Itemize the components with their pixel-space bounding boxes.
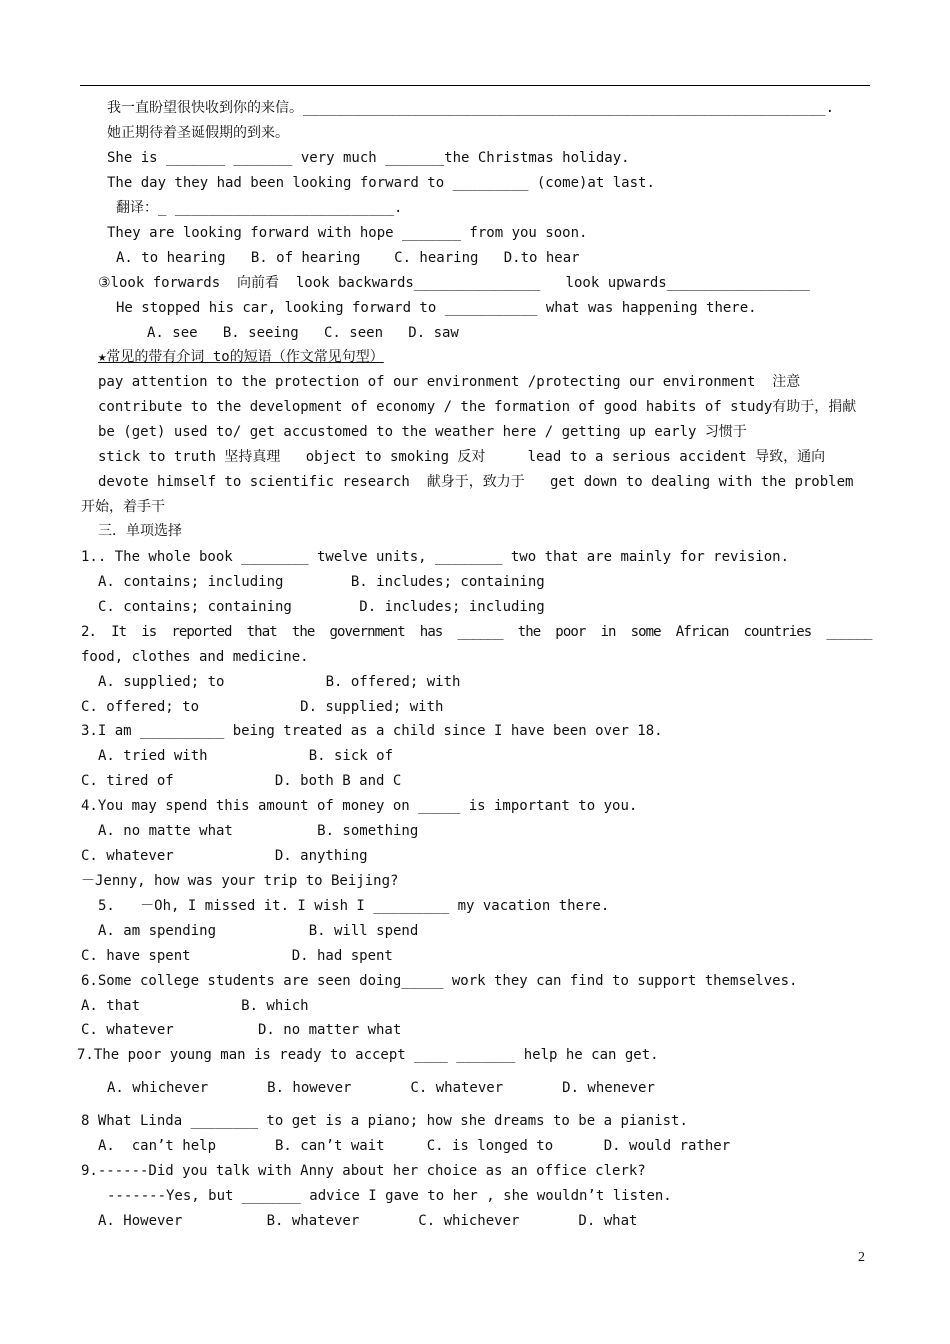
question-option: A. However B. whatever C. whichever D. what <box>98 1213 638 1229</box>
question-stem: 3.I am __________ being treated as a child since I have been over 18. <box>81 723 663 739</box>
question-stem: food, clothes and medicine. <box>81 649 309 665</box>
text-line: 翻译：_ __________________________. <box>116 200 403 216</box>
question-option: A. tried with B. sick of <box>98 748 394 764</box>
text-line: They are looking forward with hope _______ from you soon. <box>107 225 588 241</box>
page-number: 2 <box>858 1250 865 1265</box>
question-option: A. supplied; to B. offered; with <box>98 674 461 690</box>
text-line: devote himself to scientific research 献身于，致力于 get down to dealing with the problem <box>98 474 854 490</box>
text-line: 开始，着手干 <box>81 499 165 515</box>
text-line: He stopped his car, looking forward to ___________ what was happening there. <box>116 300 757 316</box>
question-option: A. can’t help B. can’t wait C. is longed to D. would rather <box>98 1138 731 1154</box>
question-stem: －Jenny, how was your trip to Beijing? <box>81 873 399 889</box>
text-line: She is _______ _______ very much _______the Christmas holiday. <box>107 150 630 166</box>
question-stem: 7.The poor young man is ready to accept ____ _______ help he can get. <box>77 1047 659 1063</box>
text-line: The day they had been looking forward to _________ (come)at last. <box>107 175 655 191</box>
question-option: C. tired of D. both B and C <box>81 773 402 789</box>
section-heading: ★常见的带有介词 to的短语（作文常见句型） <box>98 349 384 365</box>
question-option: C. whatever D. anything <box>81 848 368 864</box>
text-line: 我一直盼望很快收到你的来信。______________________________________________________________. <box>107 100 835 116</box>
question-stem: 5. －Oh, I missed it. I wish I _________ my vacation there. <box>98 898 610 914</box>
text-line: A. to hearing B. of hearing C. hearing D.to hear <box>116 250 580 266</box>
text-line: contribute to the development of economy / the formation of good habits of study有助于，捐献 <box>98 399 857 415</box>
text-line: 她正期待着圣诞假期的到来。 <box>107 125 289 141</box>
section-heading: 三．单项选择 <box>98 523 182 539</box>
question-stem: 8 What Linda ________ to get is a piano; how she dreams to be a pianist. <box>81 1113 688 1129</box>
question-option: C. whatever D. no matter what <box>81 1022 402 1038</box>
text-line: pay attention to the protection of our environment /protecting our environment 注意 <box>98 374 801 390</box>
question-option: A. am spending B. will spend <box>98 923 419 939</box>
question-option: C. contains; containing D. includes; including <box>98 599 545 615</box>
question-option: A. whichever B. however C. whatever D. whenever <box>107 1080 655 1096</box>
question-option: C. have spent D. had spent <box>81 948 393 964</box>
question-stem: 6.Some college students are seen doing_____ work they can find to support themselves. <box>81 973 798 989</box>
question-option: C. offered; to D. supplied; with <box>81 699 444 715</box>
question-stem: 4.You may spend this amount of money on _____ is important to you. <box>81 798 638 814</box>
question-stem: -------Yes, but _______ advice I gave to her , she wouldn’t listen. <box>107 1188 672 1204</box>
text-line: be (get) used to/ get accustomed to the weather here / getting up early 习惯于 <box>98 424 747 440</box>
question-option: A. no matte what B. something <box>98 823 419 839</box>
text-line: A. see B. seeing C. seen D. saw <box>147 325 459 341</box>
question-stem: 2. It is reported that the government has ______ the poor in some African countries ______ <box>81 624 872 640</box>
question-stem: 9.------Did you talk with Anny about her choice as an office clerk? <box>81 1163 646 1179</box>
question-stem: 1.. The whole book ________ twelve units, ________ two that are mainly for revision. <box>81 549 790 565</box>
question-option: A. contains; including B. includes; containing <box>98 574 545 590</box>
text-line: stick to truth 坚持真理 object to smoking 反对 lead to a serious accident 导致，通向 <box>98 449 826 465</box>
question-option: A. that B. which <box>81 998 309 1014</box>
text-line: ③look forwards 向前看 look backwards_______________ look upwards_________________ <box>98 275 810 291</box>
header-rule <box>80 85 870 86</box>
